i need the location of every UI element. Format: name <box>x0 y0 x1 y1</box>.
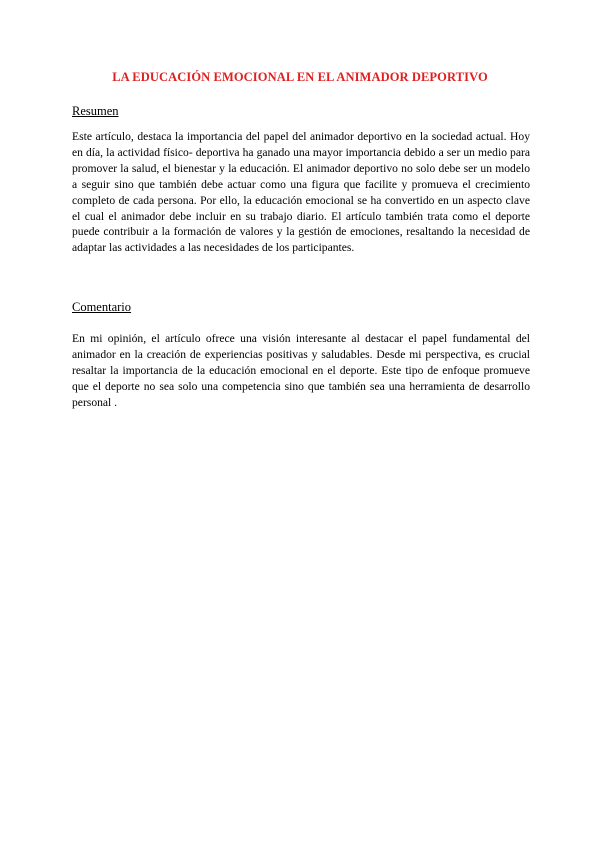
document-title: LA EDUCACIÓN EMOCIONAL EN EL ANIMADOR DEPORTIVO <box>112 70 488 84</box>
section-heading-resumen: Resumen <box>72 104 119 118</box>
section-text-comentario: En mi opinión, el artículo ofrece una visión interesante al destacar el papel fundamental del animador en la creación de experiencias positivas y saludables. Desde mi perspectiva, es crucial resaltar la importancia de la educación emocional en el deporte. Este tipo de enfoque promueve que el deporte no sea solo una competencia sino que también sea una herramienta de desarrollo personal . <box>72 332 530 409</box>
section-text-resumen: Este artículo, destaca la importancia del papel del animador deportivo en la sociedad actual. Hoy en día, la actividad físico- deportiva ha ganado una mayor importancia debido a ser un medio para promover la salud, el bienestar y la educación. El animador deportivo no solo debe ser un modelo a seguir sino que también debe actuar como una figura que facilite y promueva el crecimiento completo de cada persona. Por ello, la educación emocional se ha convertido en un aspecto clave el cual el animador debe incluir en su trabajo diario. El artículo también trata como el deporte puede contribuir a la formación de valores y la gestión de emociones, resaltando la necesidad de adaptar las actividades a las necesidades de los participantes. <box>72 130 530 255</box>
section-heading-comentario: Comentario <box>72 300 132 314</box>
